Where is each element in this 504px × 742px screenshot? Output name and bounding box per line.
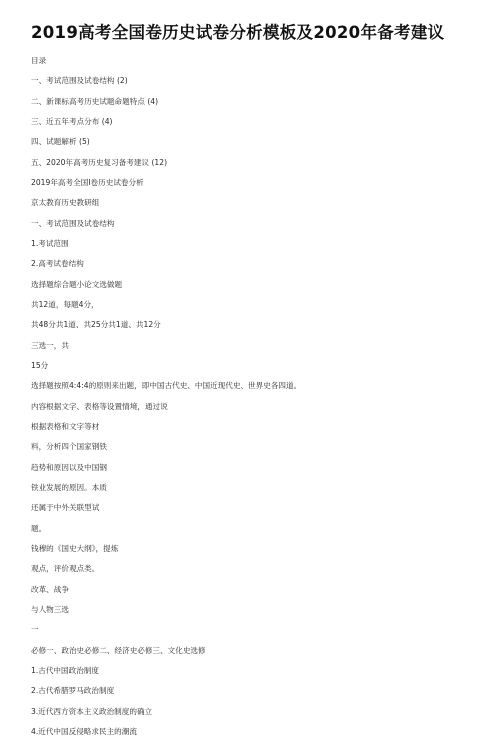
- body-line: 内容根据文字、表格等设置情境，通过说: [31, 401, 168, 411]
- body-line: 题。: [31, 523, 47, 533]
- body-line: 观点，评价观点类。: [31, 564, 100, 574]
- toc-item: 二、新课标高考历史试题命题特点 (4): [31, 96, 159, 106]
- body-line: 三选一，共: [31, 340, 69, 350]
- body-line: 2.高考试卷结构: [31, 259, 84, 269]
- body-line: 与人物三选: [31, 604, 69, 614]
- body-line: 4.近代中国反侵略求民主的潮流: [31, 726, 137, 736]
- body-line: 还属于中外关联型试: [31, 503, 100, 513]
- body-line: 趋势和原因以及中国钢: [31, 462, 107, 472]
- body-line: 必修一、政治史必修二、经济史必修三、文化史选修: [31, 645, 206, 655]
- body-line: 一、考试范围及试卷结构: [31, 218, 115, 228]
- toc-item: 一、考试范围及试卷结构 (2): [31, 76, 128, 86]
- body-line: 改革、战争: [31, 584, 69, 594]
- body-line: 根据表格和文字等材: [31, 421, 100, 431]
- body-line: 共48分共1道、共25分共1道、共12分: [31, 320, 161, 330]
- body-line: 铁业发展的原因。本质: [31, 482, 107, 492]
- body-line: 15分: [31, 360, 49, 370]
- body-line: 一: [31, 625, 39, 635]
- body-line: 选择题综合题小论文选做题: [31, 279, 123, 289]
- document-title: 2019高考全国卷历史试卷分析模板及2020年备考建议: [31, 23, 445, 42]
- body-line: 京太教育历史教研组: [31, 198, 100, 208]
- body-line: 共12道，每题4分，: [31, 299, 99, 309]
- body-line: 钱穆的《国史大纲》，提炼: [31, 543, 119, 553]
- toc-item: 三、近五年考点分布 (4): [31, 116, 113, 126]
- body-line: 1.古代中国政治制度: [31, 665, 99, 675]
- body-line: 1.考试范围: [31, 238, 69, 248]
- document-body: [31, 51, 301, 742]
- toc-item: 四、试题解析 (5): [31, 137, 90, 147]
- body-line: 2.古代希腊罗马政治制度: [31, 686, 115, 696]
- body-line: 选择题按照4:4:4的原则来出题，即中国古代史、中国近现代史、世界史各四道。: [31, 381, 302, 391]
- body-line: 2019年高考全国I卷历史试卷分析: [31, 177, 144, 187]
- toc-heading: 目录: [31, 56, 47, 65]
- body-line: 3.近代西方资本主义政治制度的确立: [31, 706, 153, 716]
- body-line: 料，分析四个国家钢铁: [31, 442, 107, 452]
- toc-item: 五、2020年高考历史复习备考建议 (12): [31, 157, 168, 167]
